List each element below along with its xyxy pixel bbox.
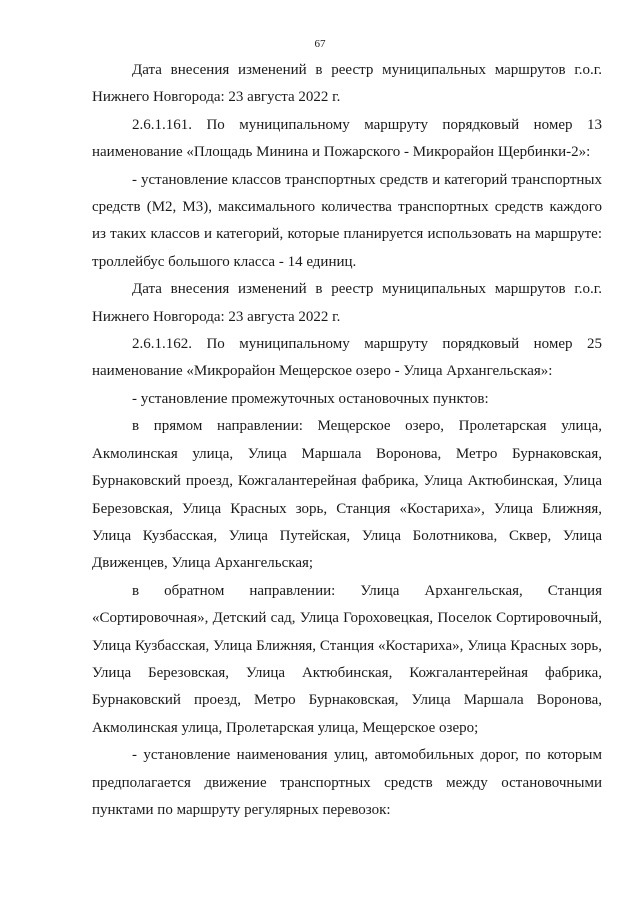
page-number: 67: [314, 38, 326, 50]
paragraph-route-13-header: 2.6.1.161. По муниципальному маршруту порядковый номер 13 наименование «Площадь Минина и Пожарского - Микрорайон Щербинки-2»:: [92, 116, 602, 161]
paragraph-stops-heading: - установление промежуточных остановочных пунктов:: [132, 390, 489, 407]
paragraph-route-13-vehicles: - установление классов транспортных средств и категорий транспортных средств (М2, М3), максимального количества транспортных средств каждого из таких классов и категорий, которые планируется использовать на маршруте: троллейбус большого класса - 14 единиц.: [92, 171, 602, 270]
paragraph-streets-heading: - установление наименования улиц, автомобильных дорог, по которым предполагается движение транспортных средств между остановочными пунктами по маршруту регулярных перевозок:: [92, 747, 602, 818]
document-body: [92, 57, 602, 824]
paragraph-route-25-header: 2.6.1.162. По муниципальному маршруту порядковый номер 25 наименование «Микрорайон Мещерское озеро - Улица Архангельская»:: [92, 336, 602, 380]
paragraph-forward-direction: в прямом направлении: Мещерское озеро, Пролетарская улица, Акмолинская улица, Улица Маршала Воронова, Метро Бурнаковская, Бурнаковский проезд, Кожгалантерейная фабрика, Улица Актюбинская, Улица Березовская, Улица Красных зорь, Станция «Костариха», Улица Ближняя, Улица Кузбасская, Улица Путейская, Улица Болотникова, Сквер, Улица Движенцев, Улица Архангельская;: [92, 418, 602, 572]
paragraph-registry-date-2: Дата внесения изменений в реестр муниципальных маршрутов г.о.г. Нижнего Новгорода: 23 августа 2022 г.: [92, 281, 602, 325]
paragraph-registry-date-1: Дата внесения изменений в реестр муниципальных маршрутов г.о.г. Нижнего Новгорода: 23 августа 2022 г.: [92, 62, 602, 106]
paragraph-reverse-direction: в обратном направлении: Улица Архангельская, Станция «Сортировочная», Детский сад, Улица Гороховецкая, Поселок Сортировочный, Улица Кузбасская, Улица Ближняя, Станция «Костариха», Улица Красных зорь, Улица Березовская, Улица Актюбинская, Кожгалантерейная фабрика, Бурнаковский проезд, Метро Бурнаковская, Улица Маршала Воронова, Акмолинская улица, Пролетарская улица, Мещерское озеро;: [92, 582, 602, 736]
